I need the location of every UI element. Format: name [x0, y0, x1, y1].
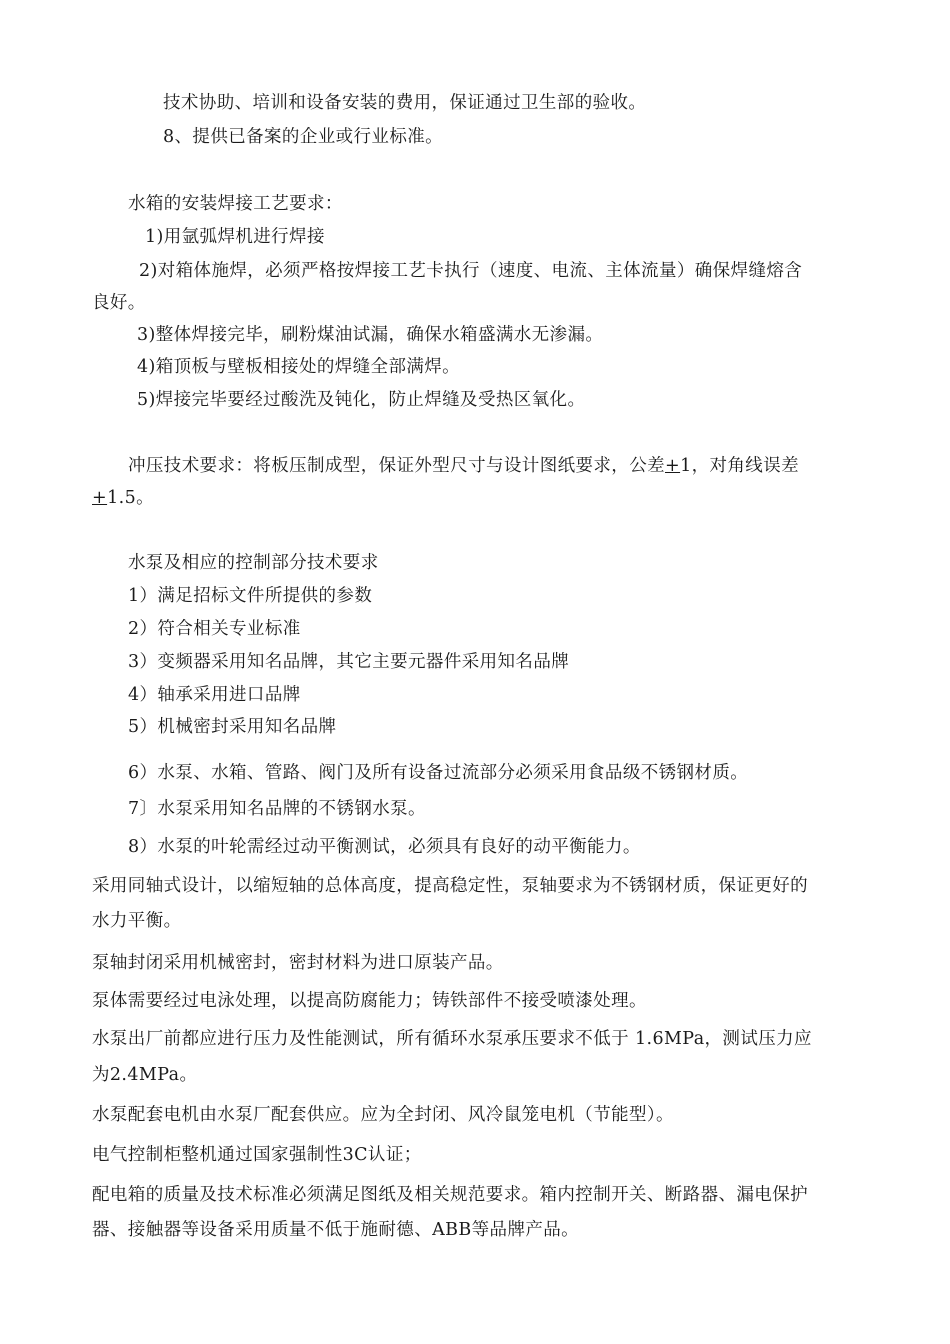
text-span: 冲压技术要求：将板压制成型，保证外型尺寸与设计图纸要求，公差	[128, 456, 665, 476]
list-item: 6）水泵、水箱、管路、阀门及所有设备过流部分必须采用食品级不锈钢材质。	[128, 763, 749, 783]
plus-minus-sign: +	[92, 488, 108, 508]
text-line: 良好。	[92, 293, 146, 313]
list-item: 8）水泵的叶轮需经过动平衡测试，必须具有良好的动平衡能力。	[128, 837, 641, 857]
list-item: 2)对箱体施焊，必须严格按焊接工艺卡执行（速度、电流、主体流量）确保焊缝熔含	[139, 261, 803, 281]
paragraph-line	[128, 455, 799, 477]
paragraph-line: 泵轴封闭采用机械密封，密封材料为进口原装产品。	[92, 953, 504, 973]
paragraph-line: 水泵出厂前都应进行压力及性能测试，所有循环水泵承压要求不低于 1.6MPa，测试压力应	[92, 1029, 812, 1049]
list-item: 7〕水泵采用知名品牌的不锈钢水泵。	[128, 799, 426, 819]
list-item: 2）符合相关专业标准	[128, 619, 301, 639]
list-item: 5)焊接完毕要经过酸洗及钝化，防止焊缝及受热区氧化。	[137, 390, 586, 410]
list-item: 5）机械密封采用知名品牌	[128, 717, 337, 737]
section-heading: 水泵及相应的控制部分技术要求	[128, 553, 379, 573]
list-item: 4）轴承采用进口品牌	[128, 685, 301, 705]
section-heading: 水箱的安装焊接工艺要求：	[128, 194, 343, 214]
paragraph-line: 水泵配套电机由水泵厂配套供应。应为全封闭、风冷鼠笼电机（节能型）。	[92, 1105, 674, 1125]
paragraph-line: 配电箱的质量及技术标准必须满足图纸及相关规范要求。箱内控制开关、断路器、漏电保护	[92, 1185, 808, 1205]
list-item: 1）满足招标文件所提供的参数	[128, 586, 373, 606]
list-item: 3）变频器采用知名品牌，其它主要元器件采用知名品牌	[128, 652, 570, 672]
text-span: 1，对角线误差	[680, 456, 800, 476]
text-line: 8、提供已备案的企业或行业标准。	[163, 127, 444, 147]
paragraph-line: 电气控制柜整机通过国家强制性3C认证；	[92, 1145, 422, 1165]
text-line: 技术协助、培训和设备安装的费用，保证通过卫生部的验收。	[163, 93, 647, 113]
paragraph-line: 采用同轴式设计，以缩短轴的总体高度，提高稳定性，泵轴要求为不锈钢材质，保证更好的	[92, 876, 808, 896]
plus-minus-sign: +	[665, 456, 681, 476]
paragraph-line: 泵体需要经过电泳处理，以提高防腐能力；铸铁部件不接受喷漆处理。	[92, 991, 647, 1011]
text-span: 1.5。	[107, 488, 155, 508]
list-item: 3)整体焊接完毕，刷粉煤油试漏，确保水箱盛满水无渗漏。	[137, 325, 604, 345]
paragraph-line	[92, 487, 154, 509]
paragraph-line: 器、接触器等设备采用质量不低于施耐德、ABB等品牌产品。	[92, 1220, 580, 1240]
paragraph-line: 为2.4MPa。	[92, 1065, 198, 1085]
list-item: 1)用氩弧焊机进行焊接	[145, 227, 325, 247]
list-item: 4)箱顶板与壁板相接处的焊缝全部满焊。	[137, 357, 461, 377]
paragraph-line: 水力平衡。	[92, 911, 182, 931]
